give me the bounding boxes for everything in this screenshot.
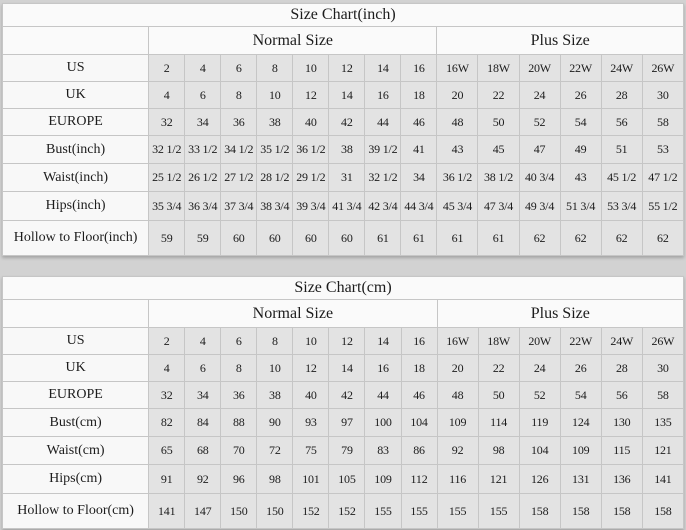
size-cell-plus: 141 — [642, 465, 683, 494]
size-cell-plus: 26W — [642, 55, 683, 82]
size-cell-plus: 47 1/2 — [642, 164, 683, 192]
size-cell-normal: 46 — [401, 109, 437, 136]
size-cell-normal: 12 — [293, 82, 329, 109]
size-cell-normal: 72 — [257, 437, 293, 465]
size-cell-normal: 16 — [365, 82, 401, 109]
size-cell-plus: 62 — [519, 221, 560, 256]
size-cell-plus: 45 3/4 — [437, 192, 478, 221]
size-cell-normal: 60 — [293, 221, 329, 256]
row-label: Waist(cm) — [3, 437, 149, 465]
size-cell-normal: 109 — [365, 465, 401, 494]
size-chart-cm-table — [2, 276, 684, 529]
size-cell-plus: 109 — [437, 409, 478, 437]
size-cell-normal: 44 — [365, 382, 401, 409]
size-cell-normal: 32 — [149, 109, 185, 136]
size-cell-normal: 38 3/4 — [257, 192, 293, 221]
size-cell-normal: 155 — [365, 494, 401, 529]
size-cell-plus: 52 — [519, 109, 560, 136]
size-cell-normal: 6 — [185, 355, 221, 382]
size-cell-normal: 82 — [149, 409, 185, 437]
size-cell-plus: 55 1/2 — [642, 192, 683, 221]
size-cell-plus: 45 1/2 — [601, 164, 642, 192]
size-cell-plus: 16W — [437, 328, 478, 355]
size-cell-normal: 88 — [221, 409, 257, 437]
size-cell-normal: 35 1/2 — [257, 136, 293, 164]
row-label: Hips(inch) — [3, 192, 149, 221]
size-cell-normal: 150 — [221, 494, 257, 529]
row-label: Waist(inch) — [3, 164, 149, 192]
size-cell-normal: 59 — [149, 221, 185, 256]
size-cell-plus: 52 — [519, 382, 560, 409]
size-cell-plus: 48 — [437, 382, 478, 409]
size-cell-normal: 60 — [329, 221, 365, 256]
size-cell-plus: 53 — [642, 136, 683, 164]
size-cell-plus: 43 — [437, 136, 478, 164]
size-cell-normal: 42 — [329, 382, 365, 409]
size-cell-plus: 24W — [601, 328, 642, 355]
size-cell-normal: 18 — [401, 82, 437, 109]
size-cell-normal: 39 1/2 — [365, 136, 401, 164]
size-cell-plus: 98 — [478, 437, 519, 465]
size-cell-normal: 25 1/2 — [149, 164, 185, 192]
size-cell-normal: 32 — [149, 382, 185, 409]
size-cell-plus: 104 — [519, 437, 560, 465]
size-cell-normal: 2 — [149, 55, 185, 82]
size-cell-plus: 121 — [478, 465, 519, 494]
size-cell-normal: 38 — [257, 109, 293, 136]
size-cell-normal: 10 — [257, 82, 293, 109]
size-cell-plus: 22W — [560, 55, 601, 82]
size-cell-plus: 130 — [601, 409, 642, 437]
chart-title: Size Chart(inch) — [3, 4, 684, 27]
size-cell-plus: 24 — [519, 355, 560, 382]
size-cell-normal: 12 — [293, 355, 329, 382]
size-cell-plus: 47 — [519, 136, 560, 164]
size-cell-normal: 152 — [293, 494, 329, 529]
size-row — [3, 109, 684, 136]
size-cell-normal: 93 — [293, 409, 329, 437]
size-cell-normal: 105 — [329, 465, 365, 494]
size-cell-normal: 60 — [257, 221, 293, 256]
size-cell-normal: 79 — [329, 437, 365, 465]
chart-title: Size Chart(cm) — [3, 277, 684, 300]
size-cell-normal: 36 3/4 — [185, 192, 221, 221]
size-cell-normal: 33 1/2 — [185, 136, 221, 164]
size-chart-cm-section — [2, 276, 684, 529]
size-cell-plus: 135 — [642, 409, 683, 437]
size-cell-normal: 4 — [149, 355, 185, 382]
size-cell-plus: 43 — [560, 164, 601, 192]
size-cell-normal: 150 — [257, 494, 293, 529]
size-cell-plus: 50 — [478, 382, 519, 409]
size-row — [3, 437, 684, 465]
title-row — [3, 4, 684, 27]
size-cell-normal: 101 — [293, 465, 329, 494]
size-cell-plus: 119 — [519, 409, 560, 437]
size-cell-normal: 6 — [221, 55, 257, 82]
size-cell-plus: 58 — [642, 382, 683, 409]
size-cell-normal: 147 — [185, 494, 221, 529]
size-cell-plus: 121 — [642, 437, 683, 465]
size-cell-normal: 90 — [257, 409, 293, 437]
size-cell-normal: 100 — [365, 409, 401, 437]
size-cell-plus: 30 — [642, 82, 683, 109]
size-row — [3, 192, 684, 221]
row-label: UK — [3, 355, 149, 382]
size-cell-plus: 158 — [601, 494, 642, 529]
corner-cell — [3, 300, 149, 328]
size-cell-plus: 22 — [478, 355, 519, 382]
plus-size-header: Plus Size — [437, 27, 684, 55]
size-cell-normal: 10 — [293, 55, 329, 82]
size-cell-normal: 18 — [401, 355, 437, 382]
size-row — [3, 465, 684, 494]
size-cell-normal: 59 — [185, 221, 221, 256]
corner-cell — [3, 27, 149, 55]
row-label: Hollow to Floor(cm) — [3, 494, 149, 529]
size-cell-normal: 2 — [149, 328, 185, 355]
size-row — [3, 82, 684, 109]
size-cell-normal: 32 1/2 — [149, 136, 185, 164]
size-cell-plus: 54 — [560, 109, 601, 136]
size-cell-normal: 8 — [257, 55, 293, 82]
size-cell-normal: 4 — [149, 82, 185, 109]
size-cell-plus: 49 — [560, 136, 601, 164]
size-row — [3, 382, 684, 409]
size-cell-normal: 91 — [149, 465, 185, 494]
size-chart-inch-table — [2, 3, 684, 256]
size-cell-plus: 61 — [478, 221, 519, 256]
size-cell-plus: 62 — [560, 221, 601, 256]
row-label: Bust(cm) — [3, 409, 149, 437]
group-header-row — [3, 27, 684, 55]
size-cell-plus: 20 — [437, 355, 478, 382]
size-cell-normal: 75 — [293, 437, 329, 465]
size-cell-normal: 8 — [221, 355, 257, 382]
size-cell-normal: 40 — [293, 109, 329, 136]
size-cell-plus: 24W — [601, 55, 642, 82]
size-cell-normal: 36 1/2 — [293, 136, 329, 164]
size-cell-plus: 20 — [437, 82, 478, 109]
plus-size-header: Plus Size — [437, 300, 683, 328]
size-cell-normal: 37 3/4 — [221, 192, 257, 221]
size-cell-normal: 68 — [185, 437, 221, 465]
size-cell-normal: 6 — [221, 328, 257, 355]
size-row — [3, 494, 684, 529]
size-cell-normal: 34 — [185, 382, 221, 409]
size-cell-normal: 70 — [221, 437, 257, 465]
size-cell-normal: 152 — [329, 494, 365, 529]
size-cell-plus: 20W — [519, 328, 560, 355]
size-cell-normal: 27 1/2 — [221, 164, 257, 192]
size-cell-plus: 49 3/4 — [519, 192, 560, 221]
size-cell-plus: 56 — [601, 109, 642, 136]
size-cell-plus: 126 — [519, 465, 560, 494]
row-label: US — [3, 328, 149, 355]
size-cell-normal: 83 — [365, 437, 401, 465]
size-cell-plus: 61 — [437, 221, 478, 256]
size-cell-normal: 31 — [329, 164, 365, 192]
size-cell-plus: 45 — [478, 136, 519, 164]
size-cell-normal: 14 — [329, 82, 365, 109]
size-cell-normal: 38 — [329, 136, 365, 164]
size-cell-normal: 44 — [365, 109, 401, 136]
size-cell-plus: 20W — [519, 55, 560, 82]
size-cell-normal: 96 — [221, 465, 257, 494]
size-cell-normal: 36 — [221, 109, 257, 136]
size-row — [3, 136, 684, 164]
size-cell-normal: 16 — [401, 55, 437, 82]
size-rows — [3, 328, 684, 529]
size-cell-normal: 39 3/4 — [293, 192, 329, 221]
size-cell-normal: 86 — [401, 437, 437, 465]
group-header-row — [3, 300, 684, 328]
size-cell-plus: 53 3/4 — [601, 192, 642, 221]
size-cell-normal: 42 3/4 — [365, 192, 401, 221]
size-cell-normal: 32 1/2 — [365, 164, 401, 192]
size-cell-plus: 26 — [560, 82, 601, 109]
size-cell-plus: 62 — [642, 221, 683, 256]
size-cell-normal: 92 — [185, 465, 221, 494]
size-cell-plus: 158 — [519, 494, 560, 529]
size-cell-plus: 24 — [519, 82, 560, 109]
size-cell-normal: 10 — [257, 355, 293, 382]
size-cell-plus: 51 3/4 — [560, 192, 601, 221]
size-cell-plus: 109 — [560, 437, 601, 465]
size-cell-normal: 42 — [329, 109, 365, 136]
size-cell-normal: 12 — [329, 328, 365, 355]
size-cell-normal: 12 — [329, 55, 365, 82]
size-cell-plus: 30 — [642, 355, 683, 382]
size-cell-normal: 104 — [401, 409, 437, 437]
size-cell-plus: 116 — [437, 465, 478, 494]
size-cell-normal: 26 1/2 — [185, 164, 221, 192]
size-cell-plus: 48 — [437, 109, 478, 136]
size-rows — [3, 55, 684, 256]
row-label: UK — [3, 82, 149, 109]
size-cell-plus: 124 — [560, 409, 601, 437]
title-row — [3, 277, 684, 300]
size-cell-plus: 92 — [437, 437, 478, 465]
size-cell-normal: 36 — [221, 382, 257, 409]
size-cell-plus: 36 1/2 — [437, 164, 478, 192]
size-row — [3, 164, 684, 192]
size-cell-normal: 29 1/2 — [293, 164, 329, 192]
size-cell-normal: 61 — [401, 221, 437, 256]
size-cell-normal: 34 — [401, 164, 437, 192]
size-cell-normal: 84 — [185, 409, 221, 437]
normal-size-header: Normal Size — [149, 300, 437, 328]
size-cell-normal: 38 — [257, 382, 293, 409]
size-cell-normal: 4 — [185, 55, 221, 82]
normal-size-header: Normal Size — [149, 27, 437, 55]
size-cell-plus: 28 — [601, 82, 642, 109]
size-cell-plus: 26 — [560, 355, 601, 382]
size-cell-normal: 155 — [401, 494, 437, 529]
row-label: Hips(cm) — [3, 465, 149, 494]
size-cell-normal: 34 1/2 — [221, 136, 257, 164]
size-cell-plus: 131 — [560, 465, 601, 494]
size-cell-normal: 41 3/4 — [329, 192, 365, 221]
row-label: EUROPE — [3, 382, 149, 409]
size-cell-plus: 22W — [560, 328, 601, 355]
row-label: Hollow to Floor(inch) — [3, 221, 149, 256]
size-row — [3, 409, 684, 437]
size-cell-plus: 155 — [437, 494, 478, 529]
row-label: EUROPE — [3, 109, 149, 136]
size-cell-plus: 115 — [601, 437, 642, 465]
size-cell-plus: 58 — [642, 109, 683, 136]
size-cell-normal: 65 — [149, 437, 185, 465]
size-cell-normal: 97 — [329, 409, 365, 437]
size-cell-plus: 56 — [601, 382, 642, 409]
size-cell-plus: 40 3/4 — [519, 164, 560, 192]
size-cell-normal: 8 — [221, 82, 257, 109]
size-cell-plus: 155 — [478, 494, 519, 529]
size-cell-plus: 47 3/4 — [478, 192, 519, 221]
size-cell-normal: 6 — [185, 82, 221, 109]
size-cell-normal: 4 — [185, 328, 221, 355]
size-cell-plus: 114 — [478, 409, 519, 437]
size-row — [3, 221, 684, 256]
size-row — [3, 328, 684, 355]
size-cell-normal: 35 3/4 — [149, 192, 185, 221]
size-cell-plus: 16W — [437, 55, 478, 82]
size-cell-normal: 46 — [401, 382, 437, 409]
size-cell-normal: 141 — [149, 494, 185, 529]
size-cell-normal: 14 — [365, 55, 401, 82]
row-label: US — [3, 55, 149, 82]
size-cell-normal: 60 — [221, 221, 257, 256]
size-cell-normal: 98 — [257, 465, 293, 494]
size-cell-plus: 54 — [560, 382, 601, 409]
size-chart-inch-section — [2, 3, 684, 256]
size-cell-plus: 22 — [478, 82, 519, 109]
size-cell-plus: 18W — [478, 55, 519, 82]
size-cell-normal: 10 — [293, 328, 329, 355]
size-cell-normal: 28 1/2 — [257, 164, 293, 192]
size-cell-plus: 28 — [601, 355, 642, 382]
row-label: Bust(inch) — [3, 136, 149, 164]
size-cell-normal: 14 — [365, 328, 401, 355]
size-cell-normal: 16 — [401, 328, 437, 355]
size-row — [3, 55, 684, 82]
size-cell-plus: 158 — [642, 494, 683, 529]
size-cell-normal: 44 3/4 — [401, 192, 437, 221]
size-cell-plus: 62 — [601, 221, 642, 256]
size-cell-normal: 14 — [329, 355, 365, 382]
size-cell-plus: 51 — [601, 136, 642, 164]
size-cell-normal: 112 — [401, 465, 437, 494]
size-cell-normal: 40 — [293, 382, 329, 409]
size-cell-plus: 38 1/2 — [478, 164, 519, 192]
size-cell-plus: 18W — [478, 328, 519, 355]
size-cell-plus: 26W — [642, 328, 683, 355]
size-cell-normal: 61 — [365, 221, 401, 256]
size-cell-normal: 41 — [401, 136, 437, 164]
size-cell-normal: 34 — [185, 109, 221, 136]
size-cell-normal: 16 — [365, 355, 401, 382]
size-cell-plus: 136 — [601, 465, 642, 494]
size-row — [3, 355, 684, 382]
size-cell-normal: 8 — [257, 328, 293, 355]
size-cell-plus: 158 — [560, 494, 601, 529]
size-cell-plus: 50 — [478, 109, 519, 136]
